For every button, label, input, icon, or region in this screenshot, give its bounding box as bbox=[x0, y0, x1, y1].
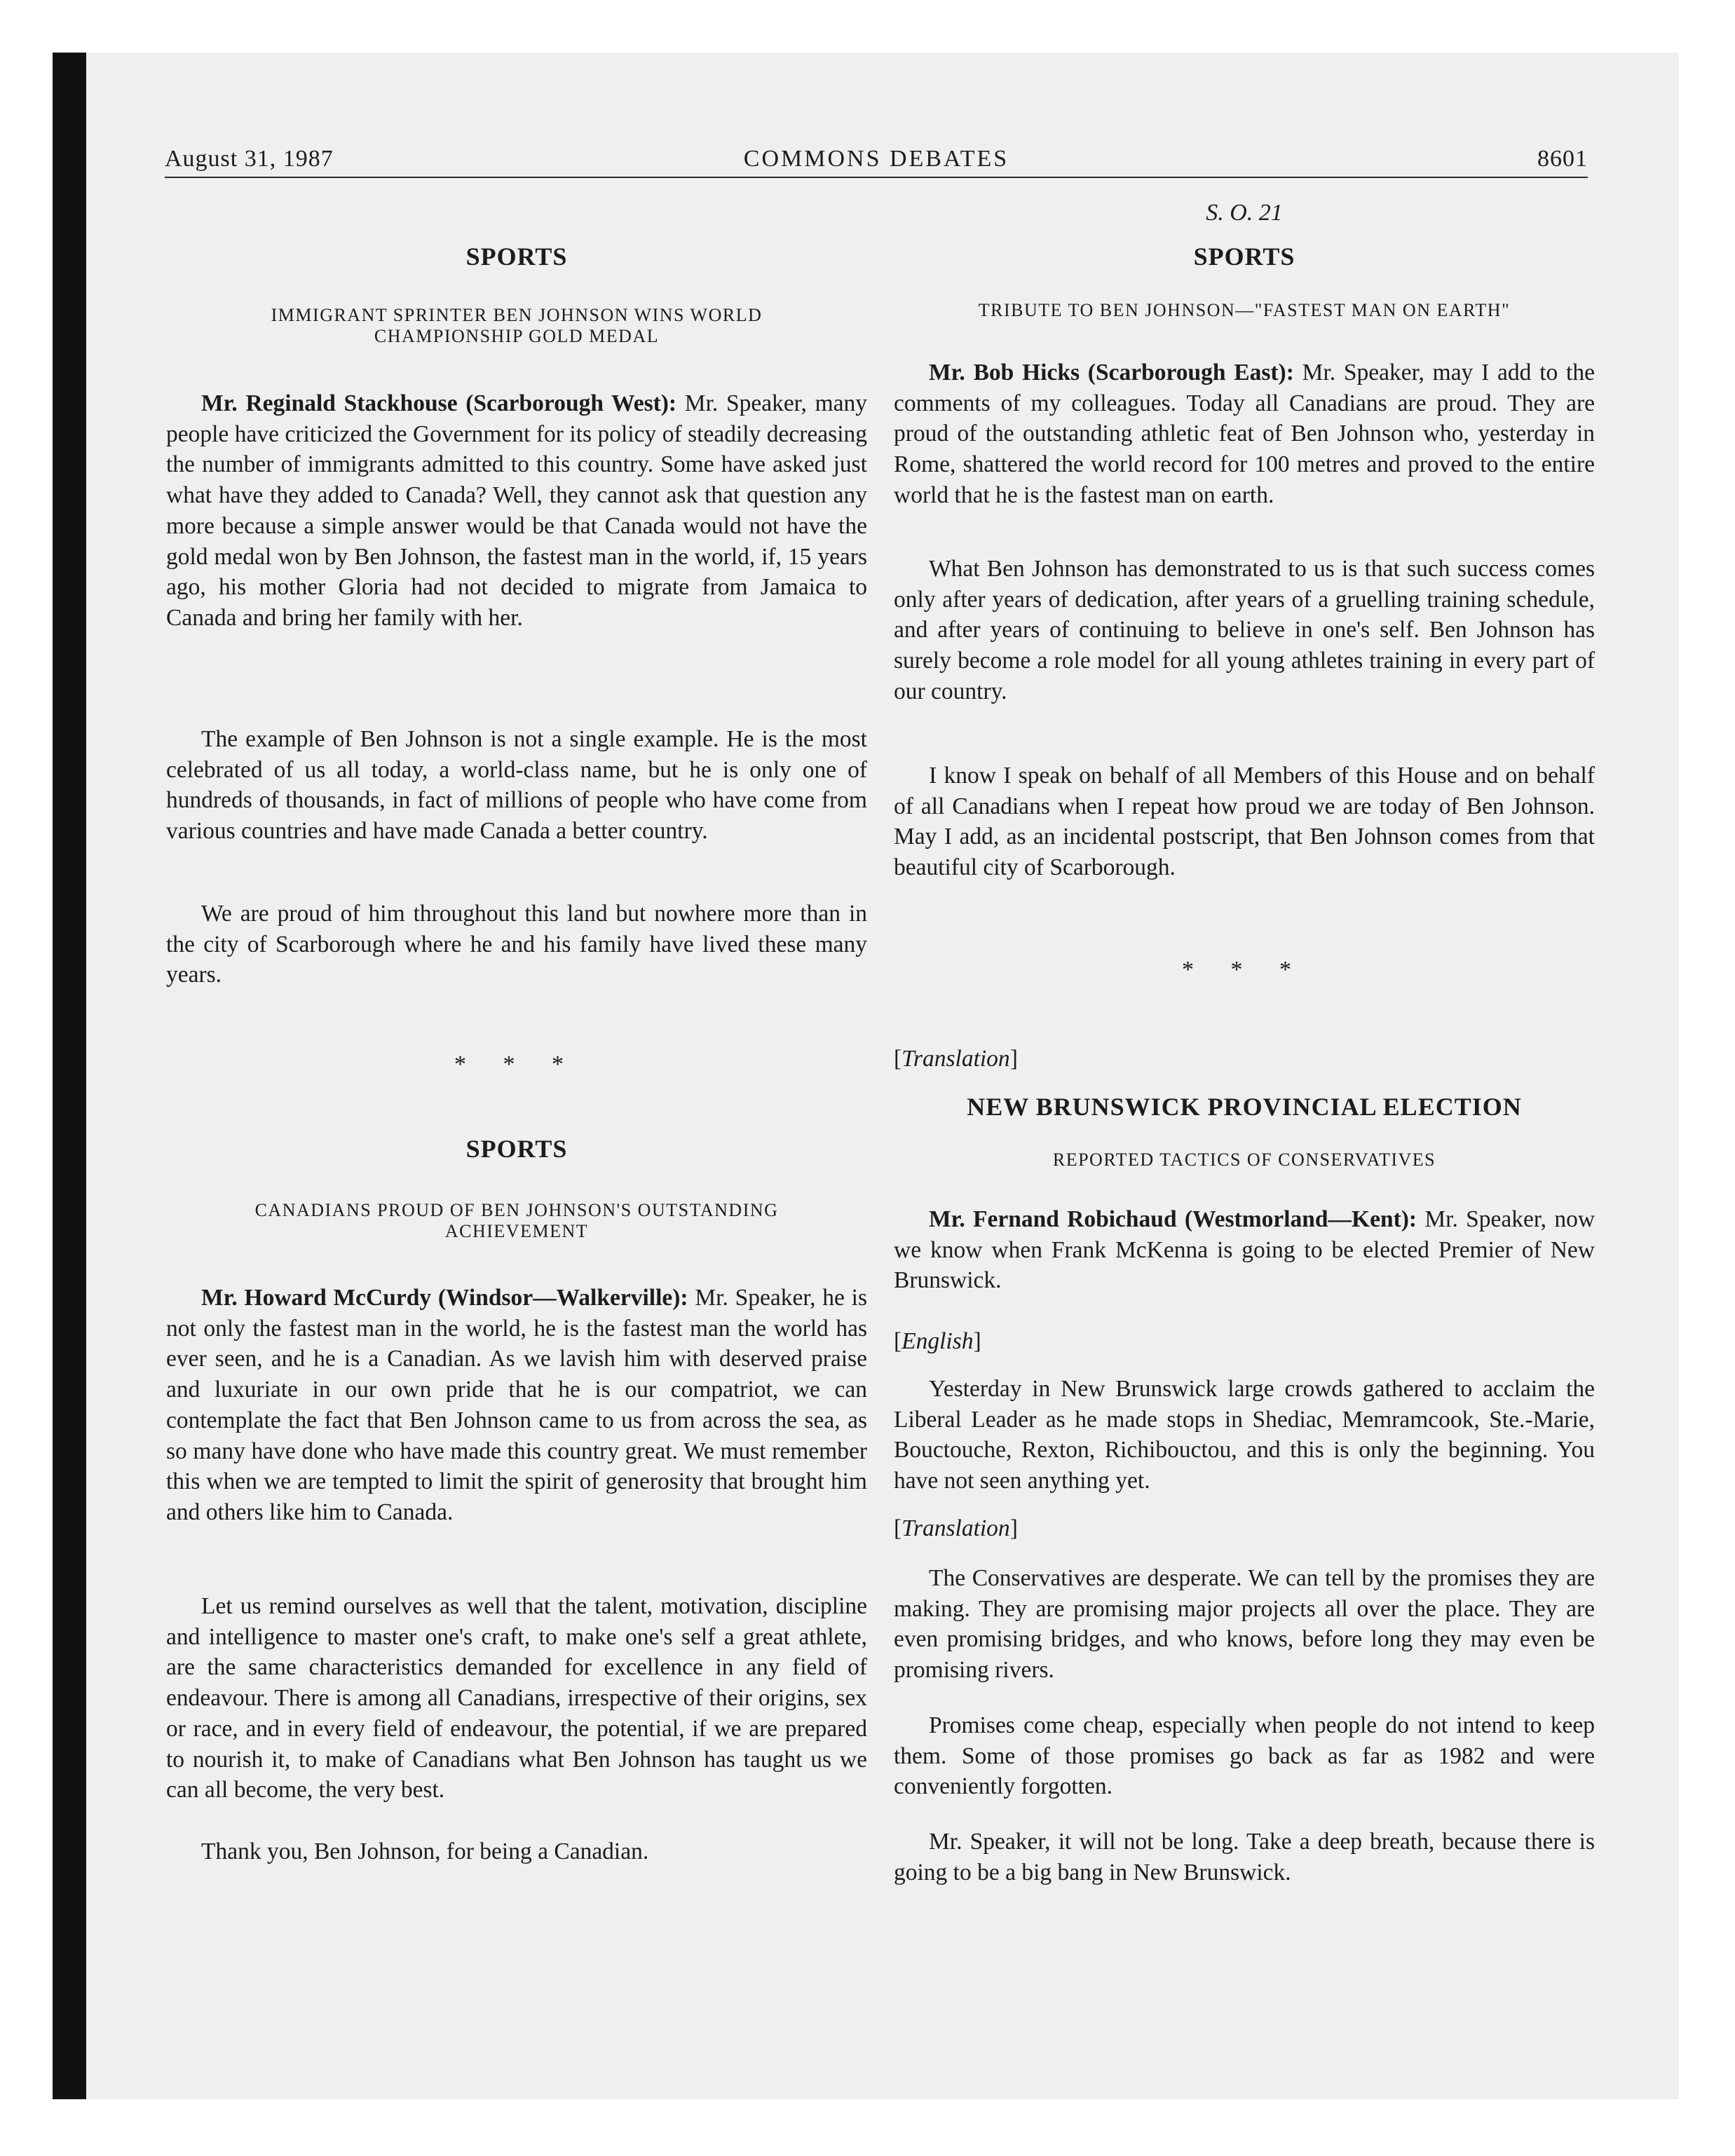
speech-paragraph: I know I speak on behalf of all Members of this House and on behalf of all Canadians when I repeat how proud we are today of Ben Johnson. May I add, as an incidental postscript, that Ben Johnson comes from that beautiful city of Scarborough. bbox=[894, 763, 1595, 881]
language-tag: [Translation] bbox=[894, 1046, 1018, 1072]
section-heading: NEW BRUNSWICK PROVINCIAL ELECTION bbox=[967, 1093, 1522, 1121]
speaker-name: Mr. Fernand Robichaud (Westmorland—Kent): bbox=[929, 1206, 1417, 1232]
speech-text: Mr. Speaker, now we know when Frank McKenna is going to be elected Premier of New Brunswick. bbox=[894, 1206, 1595, 1294]
header-date: August 31, 1987 bbox=[165, 146, 334, 172]
speech-paragraph: The Conservatives are desperate. We can tell by the promises they are making. They are promising major projects all over the place. They are even promising bridges, and who knows, before long they may even be promising rivers. bbox=[894, 1565, 1595, 1684]
section-subheading: IMMIGRANT SPRINTER BEN JOHNSON WINS WORLD CHAMPIONSHIP GOLD MEDAL bbox=[271, 305, 763, 346]
page-header bbox=[165, 146, 1588, 178]
section-subheading: CANADIANS PROUD OF BEN JOHNSON'S OUTSTANDING ACHIEVEMENT bbox=[254, 1200, 779, 1241]
section-subheading: REPORTED TACTICS OF CONSERVATIVES bbox=[1052, 1149, 1436, 1170]
speech-paragraph: Promises come cheap, especially when people do not intend to keep them. Some of those promises go back as far as 1982 and were conveniently forgotten. bbox=[894, 1712, 1595, 1800]
section-heading: SPORTS bbox=[1193, 243, 1295, 271]
speech-paragraph: We are proud of him throughout this land but nowhere more than in the city of Scarborough where he and his family have lived these many years. bbox=[166, 901, 867, 988]
header-page-number: 8601 bbox=[1537, 146, 1588, 172]
speech-paragraph: Let us remind ourselves as well that the talent, motivation, discipline and intelligence to master one's craft, to make one's self a great athlete, are the same characteristics demanded for excellence in any field of endeavour. There is among all Canadians, irrespective of their origins, sex or race, and in every field of endeavour, the potential, if we are prepared to nourish it, to make of Canadians what Ben Johnson has taught us we can all become, the very best. bbox=[166, 1593, 867, 1803]
section-heading: SPORTS bbox=[465, 243, 568, 271]
header-title: COMMONS DEBATES bbox=[743, 146, 1009, 172]
speech-paragraph: Yesterday in New Brunswick large crowds gathered to acclaim the Liberal Leader as he made stops in Shediac, Memramcook, Ste.-Marie, Bouctouche, Rexton, Richibouctou, and this is only the beginning. You have not seen anything yet. bbox=[894, 1376, 1595, 1494]
section-subheading: TRIBUTE TO BEN JOHNSON—"FASTEST MAN ON EARTH" bbox=[978, 300, 1511, 320]
scan-binding-edge bbox=[53, 53, 86, 2099]
speech-paragraph: What Ben Johnson has demonstrated to us is that such success comes only after years of dedication, after years of a gruelling training schedule, and after years of continuing to believe in one's self. Ben Johnson has surely become a role model for all young athletes training in every part of our country. bbox=[894, 556, 1595, 704]
speech-text: Mr. Speaker, he is not only the fastest man in the world, he is the fastest man the world has ever seen, and he is a Canadian. As we lavish him with deserved praise and luxuriate in our own pride that he is our compatriot, we can contemplate the fact that Ben Johnson came to us from across the sea, as so many have done who have made this country great. We must remember this when we are tempted to limit the spirit of generosity that brought him and others like him to Canada. bbox=[166, 1285, 867, 1525]
language-tag: [English] bbox=[894, 1328, 981, 1354]
language-tag-text: Translation bbox=[901, 1046, 1010, 1072]
speech-text: Mr. Speaker, many people have criticized the Government for its policy of steadily decreasing the number of immigrants admitted to this country. Some have asked just what have they added to Canada? Well, they cannot ask that question any more because a simple answer would be that Canada would not have the gold medal won by Ben Johnson, the fastest man in the world, if, 15 years ago, his mother Gloria had not decided to migrate from Jamaica to Canada and bring her family with her. bbox=[166, 390, 867, 631]
section-separator: * * * bbox=[1182, 957, 1307, 983]
language-tag: [Translation] bbox=[894, 1515, 1018, 1541]
speaker-name: Mr. Howard McCurdy (Windsor—Walkerville): bbox=[201, 1285, 688, 1311]
section-heading: SPORTS bbox=[465, 1135, 568, 1163]
standing-order-label: S. O. 21 bbox=[1206, 200, 1283, 226]
language-tag-text: English bbox=[901, 1328, 974, 1354]
speaker-name: Mr. Bob Hicks (Scarborough East): bbox=[929, 360, 1294, 386]
language-tag-text: Translation bbox=[901, 1515, 1010, 1541]
speech-text: Mr. Speaker, may I add to the comments of my colleagues. Today all Canadians are proud. They are proud of the outstanding athletic feat of Ben Johnson who, yesterday in Rome, shattered the world record for 100 metres and proved to the entire world that he is the fastest man on earth. bbox=[894, 360, 1595, 508]
speaker-name: Mr. Reginald Stackhouse (Scarborough West): bbox=[201, 390, 677, 416]
speech-paragraph: Mr. Speaker, it will not be long. Take a deep breath, because there is going to be a big bang in New Brunswick. bbox=[894, 1829, 1595, 1885]
section-separator: * * * bbox=[454, 1051, 579, 1077]
speech-paragraph bbox=[166, 1283, 867, 1528]
speech-paragraph bbox=[166, 388, 867, 634]
speech-paragraph bbox=[894, 357, 1595, 511]
speech-paragraph bbox=[894, 1204, 1595, 1296]
speech-paragraph: Thank you, Ben Johnson, for being a Canadian. bbox=[201, 1838, 649, 1864]
speech-paragraph: The example of Ben Johnson is not a single example. He is the most celebrated of us all today, a world-class name, but he is only one of hundreds of thousands, in fact of millions of people who have come from various countries and have made Canada a better country. bbox=[166, 726, 867, 845]
